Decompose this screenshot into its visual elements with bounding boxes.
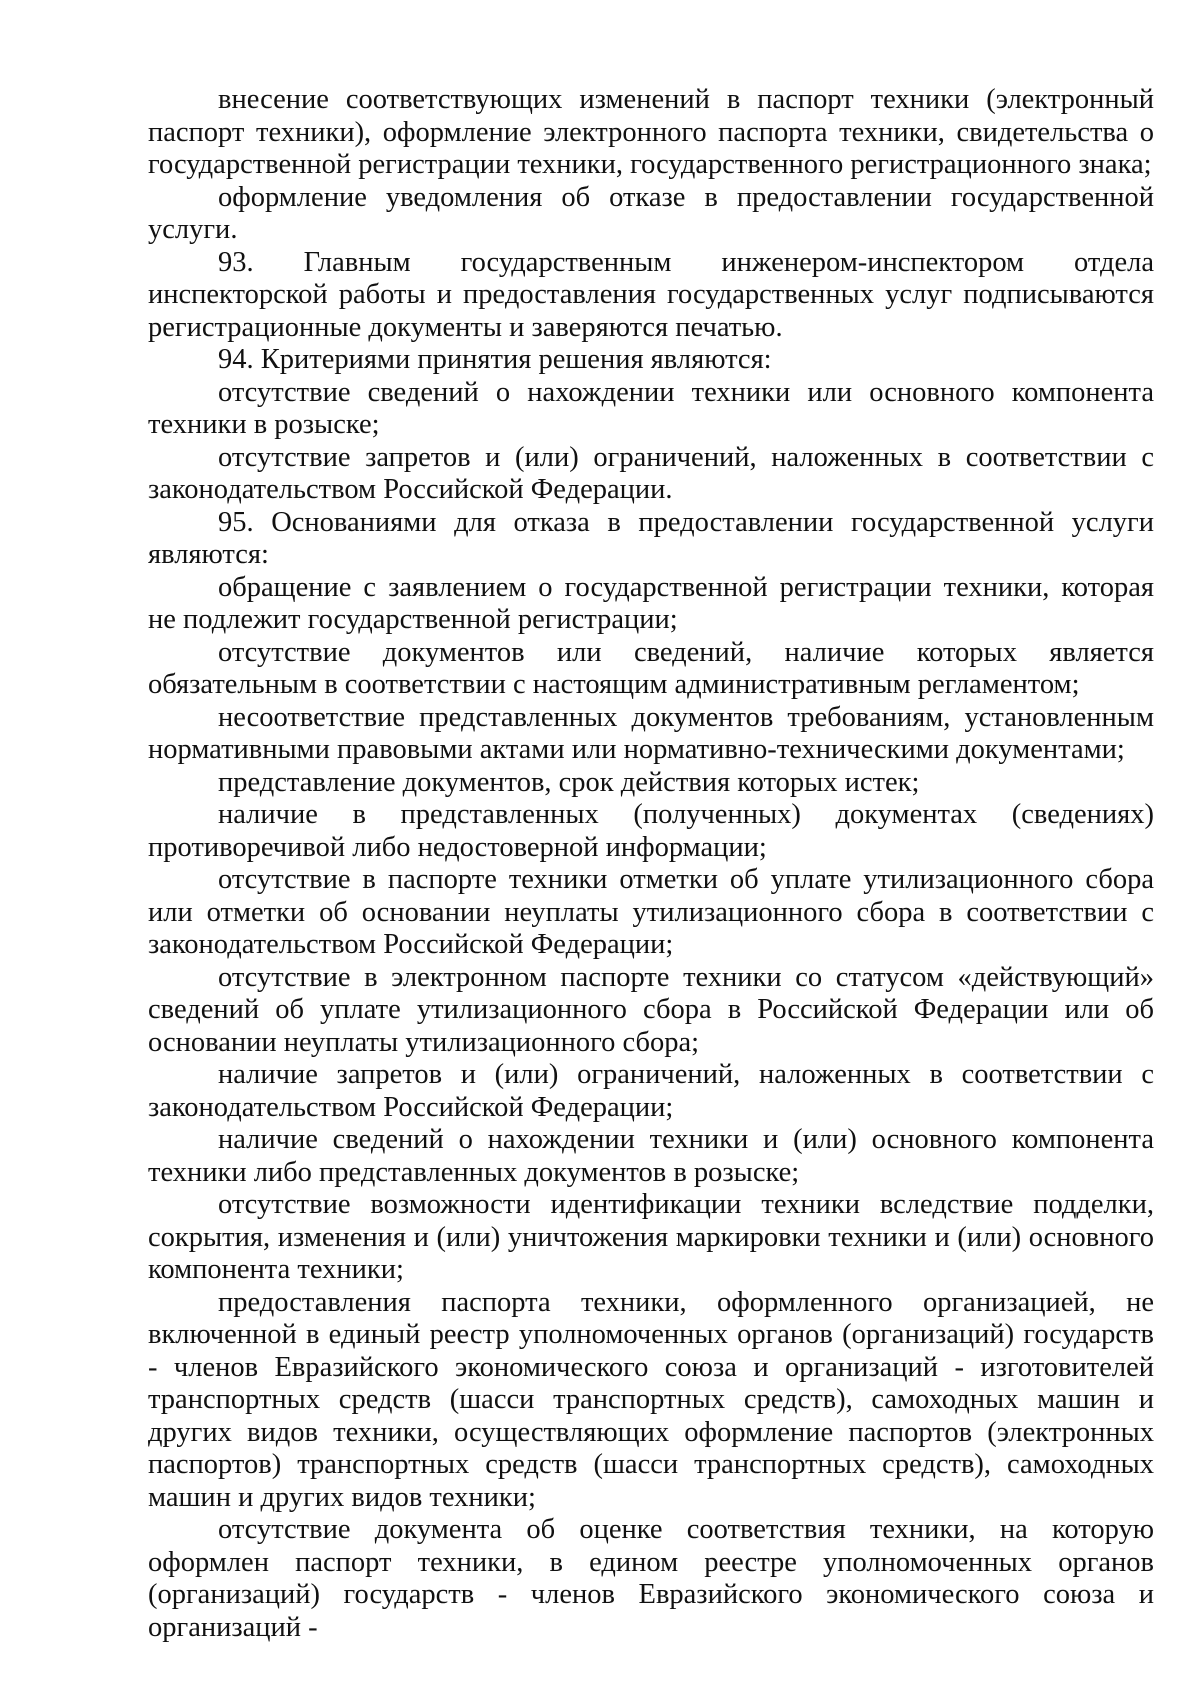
paragraph-changes-passport: внесение соответствующих изменений в паспорт техники (электронный паспорт техники), оформление электронного паспорта техники, свидетельства о государственной регистрации техники, государственного регистрационного знака; (148, 84, 1154, 180)
paragraph-93: 93. Главным государственным инженером-инспектором отдела инспекторской работы и предоставления государственных услуг подписываются регистрационные документы и заверяются печатью. (148, 246, 1154, 343)
ground-no-recycling-fee-electronic: отсутствие в электронном паспорте техники со статусом «действующий» сведений об уплате утилизационного сбора в Российской Федерации или об основании неуплаты утилизационного сбора; (148, 961, 1154, 1058)
document-page (148, 84, 1154, 1644)
ground-nonconformity: несоответствие представленных документов требованиям, установленным нормативными правовыми актами или нормативно-техническими документами; (148, 701, 1154, 765)
ground-no-identification: отсутствие возможности идентификации техники вследствие подделки, сокрытия, изменения и (или) уничтожения маркировки техники и (или) основного компонента техники; (148, 1189, 1154, 1285)
criterion-no-wanted: отсутствие сведений о нахождении техники или основного компонента техники в розыске; (148, 376, 1154, 440)
ground-no-recycling-fee-mark: отсутствие в паспорте техники отметки об уплате утилизационного сбора или отметки об основании неуплаты утилизационного сбора в соответствии с законодательством Российской Федерации; (148, 864, 1154, 960)
ground-not-subject: обращение с заявлением о государственной регистрации техники, которая не подлежит государственной регистрации; (148, 571, 1154, 635)
ground-unregistered-organization: предоставления паспорта техники, оформленного организацией, не включенной в единый реестр уполномоченных органов (организаций) государств - членов Евразийского экономического союза и организаций - изготовителей транспортных средств (шасси транспортных средств), самоходных машин и других видов техники, осуществляющих оформление паспортов (электронных паспортов) транспортных средств (шасси транспортных средств), самоходных машин и других видов техники; (148, 1286, 1154, 1513)
ground-wanted: наличие сведений о нахождении техники и (или) основного компонента техники либо представленных документов в розыске; (148, 1124, 1154, 1188)
ground-no-conformity-document: отсутствие документа об оценке соответствия техники, на которую оформлен паспорт техники, в едином реестре уполномоченных органов (организаций) государств - членов Евразийского экономического союза и организаций - (148, 1514, 1154, 1643)
ground-missing-documents: отсутствие документов или сведений, наличие которых является обязательным в соответствии с настоящим административным регламентом; (148, 636, 1154, 700)
ground-expired-documents: представление документов, срок действия которых истек; (218, 766, 920, 798)
criterion-no-restrictions: отсутствие запретов и (или) ограничений, наложенных в соответствии с законодательством Российской Федерации. (148, 441, 1154, 505)
paragraph-95: 95. Основаниями для отказа в предоставлении государственной услуги являются: (148, 506, 1154, 570)
ground-contradictory-info: наличие в представленных (полученных) документах (сведениях) противоречивой либо недостоверной информации; (148, 799, 1154, 863)
ground-restrictions: наличие запретов и (или) ограничений, наложенных в соответствии с законодательством Российской Федерации; (148, 1059, 1154, 1123)
paragraph-refusal-notice: оформление уведомления об отказе в предоставлении государственной услуги. (148, 181, 1154, 245)
paragraph-94: 94. Критериями принятия решения являются: (218, 344, 772, 375)
